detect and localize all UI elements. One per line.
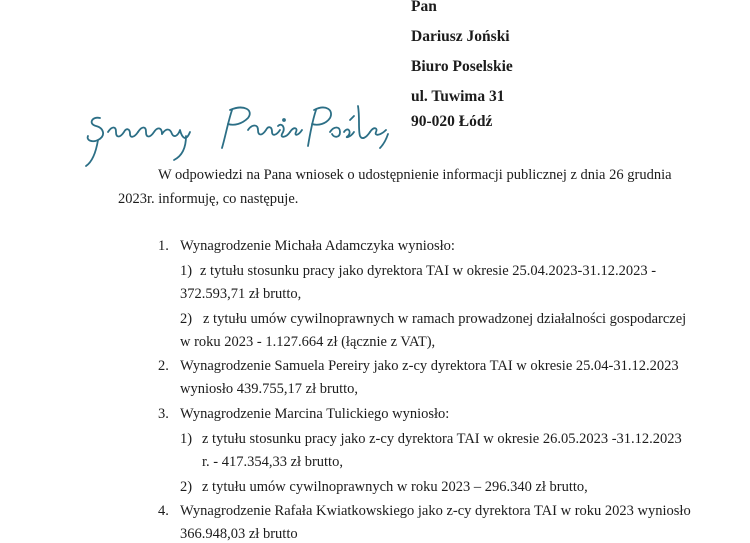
addressee-street: ul. Tuwima 31	[411, 88, 505, 105]
list-item-number: 3.	[158, 406, 169, 422]
sublist-item-line: z tytułu stosunku pracy jako dyrektora TAI w okresie 25.04.2023-31.12.2023 -	[200, 263, 657, 279]
sublist-item-number: 2)	[180, 479, 193, 495]
addressee-office: Biuro Poselskie	[411, 58, 513, 75]
sublist-item-number: 1)	[180, 431, 193, 447]
addressee-title: Pan	[411, 0, 437, 15]
sublist-item-line: r. - 417.354,33 zł brutto,	[202, 454, 343, 470]
list-item-title: Wynagrodzenie Michała Adamczyka wyniosło:	[180, 238, 455, 254]
list-item-line: Wynagrodzenie Samuela Pereiry jako z-cy dyrektora TAI w okresie 25.04-31.12.2023	[180, 358, 679, 374]
intro-line-2: 2023r. informuję, co następuje.	[118, 191, 299, 207]
sublist-item-line: z tytułu stosunku pracy jako z-cy dyrektora TAI w okresie 26.05.2023 -31.12.2023	[202, 431, 682, 447]
sublist-item-number: 1)	[180, 263, 193, 279]
sublist-item-line: z tytułu umów cywilnoprawnych w ramach prowadzonej działalności gospodarczej	[203, 311, 687, 327]
sublist-item-line: w roku 2023 - 1.127.664 zł (łącznie z VAT),	[180, 334, 436, 350]
list-item-line: 366.948,03 zł brutto	[180, 526, 298, 542]
list-item-number: 1.	[158, 238, 169, 254]
sublist-item-number: 2)	[180, 311, 193, 327]
addressee-city: 90-020 Łódź	[411, 113, 493, 130]
list-item-line: wyniosło 439.755,17 zł brutto,	[180, 381, 359, 397]
addressee-name: Dariusz Joński	[411, 28, 510, 45]
list-item-number: 4.	[158, 503, 169, 519]
list-item-number: 2.	[158, 358, 169, 374]
list-item-title: Wynagrodzenie Marcina Tulickiego wyniosło:	[180, 406, 450, 422]
list-item-line: Wynagrodzenie Rafała Kwiatkowskiego jako z-cy dyrektora TAI w roku 2023 wyniosło	[180, 503, 691, 519]
handwritten-salutation-signature	[82, 96, 402, 176]
intro-line-1: W odpowiedzi na Pana wniosek o udostępnienie informacji publicznej z dnia 26 grudnia	[158, 167, 672, 183]
sublist-item-line: 372.593,71 zł brutto,	[180, 286, 302, 302]
sublist-item-line: z tytułu umów cywilnoprawnych w roku 2023 – 296.340 zł brutto,	[202, 479, 588, 495]
